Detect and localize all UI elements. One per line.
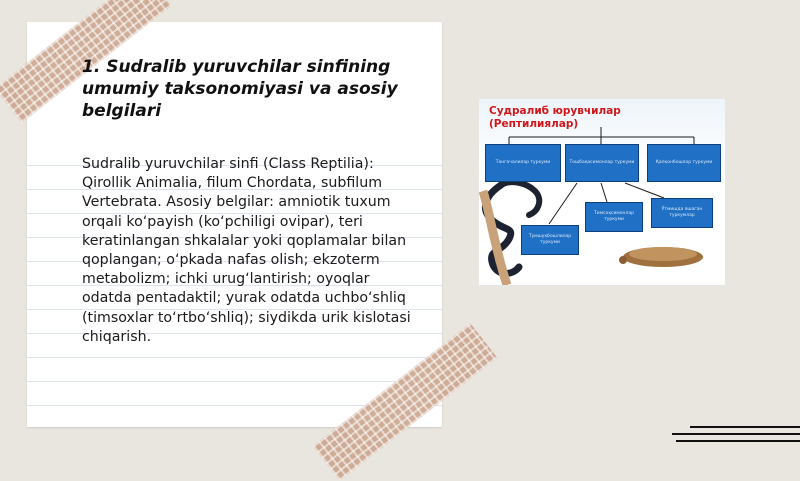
decorative-line	[672, 433, 800, 435]
diagram-box-2: Тошбақасимонлар туркуми	[565, 144, 639, 182]
diagram-title-line2: (Рептилиялар)	[489, 118, 579, 130]
diagram-box-4: Тимсоҳсимонлар туркуми	[585, 202, 643, 232]
decorative-line	[690, 426, 800, 428]
decorative-lines	[670, 422, 800, 446]
diagram-box-6: Тумшуқбошлилар туркуми	[521, 225, 579, 255]
diagram-box-5: Ўтмишда яшаган туркумлар	[651, 198, 713, 228]
diagram-title-line1: Судралиб юрувчилар	[489, 105, 621, 117]
decorative-line	[676, 440, 800, 442]
taxonomy-diagram-image	[478, 98, 726, 286]
diagram-box-1: Тангачалилар туркуми	[485, 144, 561, 182]
slide-title: 1. Sudralib yuruvchilar sinfining umumiy taksonomiyasi va asosiy belgilari	[82, 57, 398, 121]
tortoise-illustration	[619, 247, 703, 267]
diagram-title	[489, 105, 621, 131]
slide-body-text: Sudralib yuruvchilar sinfi (Class Reptilia): Qirollik Animalia, filum Chordata, subfilum Vertebrata. Asosiy belgilar: amniotik tuxum orqali ko‘payish (ko‘pchiligi ovipar), teri keratinlangan shkalalar yoki qoplamalar bilan qoplangan; o‘pkada nafas olish; ekzoterm metabolizm; ichki urug‘lantirish; oyoqlar odatda pentadaktil; yurak odatda uchbo‘shliq (timsoxlar to‘rtbo‘shliq); siydikda urik kislotasi chiqarish.	[82, 156, 411, 345]
diagram-box-3: Қалқонбошлар туркуми	[647, 144, 721, 182]
